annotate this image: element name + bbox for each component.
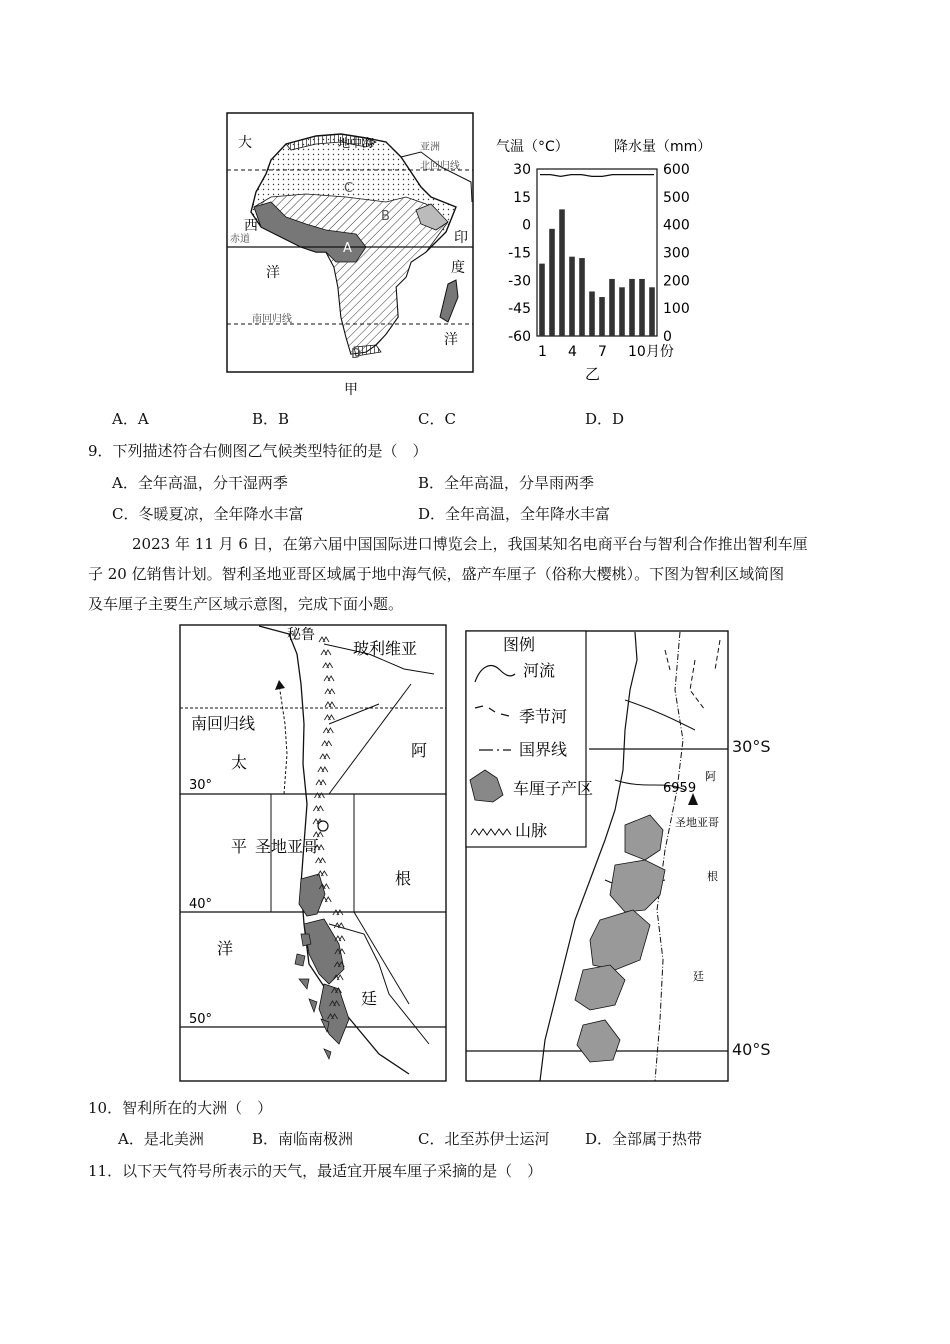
chile-map-left	[179, 624, 447, 1082]
precip-bar	[649, 287, 655, 336]
fig-jia-caption: 甲	[344, 382, 358, 398]
label-tropic-n: 北回归线	[420, 161, 460, 172]
q11-stem: 11．以下天气符号所表示的天气，最适宜开展车厘子采摘的是（ ）	[88, 1162, 543, 1180]
label-region-b: B	[381, 209, 390, 224]
q9-option-d[interactable]: D．全年高温，全年降水丰富	[418, 505, 611, 523]
legend-border: 国界线	[519, 740, 568, 759]
label-tai: 太	[231, 753, 248, 772]
right-tick-label: 600	[663, 162, 690, 178]
left-tick-label: 0	[522, 217, 531, 234]
fig-yi-caption: 乙	[585, 365, 601, 383]
chile-map-right	[465, 630, 729, 1083]
label-dizhonghai: 地中海	[338, 136, 375, 150]
q9-option-c[interactable]: C．冬暖夏凉，全年降水丰富	[112, 505, 304, 523]
label-region-d: D	[351, 347, 362, 362]
label-region-a: A	[343, 241, 352, 256]
precip-bar	[549, 229, 555, 336]
left-tick-label: -45	[508, 301, 531, 318]
x-tick-label: 4	[568, 344, 577, 360]
left-tick-label: -15	[508, 245, 531, 262]
x-axis-ticks	[538, 344, 674, 360]
q9-stem: 9．下列描述符合右侧图乙气候类型特征的是（ ）	[88, 442, 428, 460]
label-tropic-s: 南回归线	[191, 714, 256, 733]
africa-map	[226, 112, 476, 402]
label-ting-r: 廷	[693, 970, 704, 983]
precip-axis-label: 降水量（mm）	[614, 139, 712, 155]
right-tick-label: 0	[663, 329, 672, 345]
label-gen-r: 根	[707, 870, 718, 883]
right-axis-ticks	[663, 162, 690, 345]
q8-option-d[interactable]: D．D	[585, 410, 625, 428]
label-ting: 廷	[361, 989, 378, 1008]
temp-axis-label: 气温（°C）	[496, 139, 569, 155]
precip-bar	[609, 279, 615, 336]
left-tick-label: 15	[513, 189, 531, 206]
label-yang-w: 洋	[266, 265, 280, 281]
left-tick-label: -30	[508, 273, 531, 290]
left-tick-label: 30	[513, 162, 531, 178]
label-lat40: 40°	[189, 897, 213, 912]
right-tick-label: 100	[663, 301, 690, 318]
label-yin: 印	[454, 230, 468, 246]
label-lat50: 50°	[189, 1012, 213, 1027]
precip-bar	[539, 264, 545, 336]
label-santiago: 圣地亚哥	[255, 837, 320, 856]
passage-line-3: 及车厘子主要生产区域示意图，完成下面小题。	[88, 595, 404, 613]
legend-cherry: 车厘子产区	[513, 779, 594, 798]
legend-mountain: 山脉	[515, 821, 548, 840]
precip-bar	[619, 287, 625, 336]
label-bolivia: 玻利维亚	[353, 639, 418, 658]
label-santiago-r: 圣地亚哥	[675, 816, 719, 829]
label-da: 大	[238, 135, 252, 151]
label-du: 度	[451, 260, 465, 276]
q8-option-c[interactable]: C．C	[418, 410, 456, 428]
label-peru: 秘鲁	[287, 627, 315, 643]
label-tropic-s: 南回归线	[252, 314, 292, 325]
q10-option-b[interactable]: B．南临南极洲	[252, 1130, 354, 1148]
plot-frame	[537, 169, 657, 336]
x-tick-label: 1	[538, 344, 547, 360]
legend-river: 河流	[523, 661, 556, 680]
precip-bar	[629, 279, 635, 336]
label-yang: 洋	[217, 939, 234, 958]
passage-line-1: 2023 年 11 月 6 日，在第六届中国国际进口博览会上，我国某知名电商平台与智利合作推出智利车厘	[132, 535, 808, 553]
q8-option-b[interactable]: B．B	[252, 410, 290, 428]
label-region-c: C	[344, 181, 354, 196]
x-tick-label: 7	[598, 344, 607, 360]
label-a: 阿	[411, 741, 428, 760]
q10-option-d[interactable]: D．全部属于热带	[585, 1130, 703, 1148]
label-a-r: 阿	[705, 770, 716, 783]
q10-stem: 10．智利所在的大洲（ ）	[88, 1099, 273, 1117]
legend-seasonal-river: 季节河	[519, 707, 568, 726]
precip-bar	[569, 257, 575, 336]
label-xi: 西	[244, 218, 258, 234]
precip-bar	[599, 297, 605, 336]
right-tick-label: 400	[663, 217, 690, 234]
right-tick-label: 200	[663, 273, 690, 290]
left-tick-label: -60	[508, 329, 531, 345]
precip-bar	[639, 279, 645, 336]
precip-bar	[589, 291, 595, 336]
left-axis-ticks	[508, 162, 531, 345]
q9-option-b[interactable]: B．全年高温，分旱雨两季	[418, 474, 595, 492]
label-40s: 40°S	[732, 1040, 771, 1059]
q10-option-c[interactable]: C．北至苏伊士运河	[418, 1130, 550, 1148]
legend-title: 图例	[503, 635, 536, 654]
label-equator: 赤道	[230, 234, 250, 245]
label-asia: 亚洲	[420, 142, 440, 153]
label-30s-outer: 30°S	[732, 737, 771, 756]
right-tick-label: 300	[663, 245, 690, 262]
precip-bar	[579, 258, 585, 336]
label-lat30: 30°	[189, 778, 213, 793]
label-ping: 平	[231, 837, 248, 856]
q10-option-a[interactable]: A．是北美洲	[118, 1130, 204, 1148]
climate-chart	[492, 132, 722, 387]
q9-option-a[interactable]: A．全年高温，分干湿两季	[112, 474, 288, 492]
label-peak: 6959	[663, 781, 697, 796]
precip-bar	[559, 209, 565, 336]
q8-option-a[interactable]: A．A	[112, 410, 149, 428]
x-tick-label: 10月份	[628, 344, 674, 360]
label-yang-e: 洋	[444, 332, 458, 348]
right-tick-label: 500	[663, 189, 690, 206]
label-gen: 根	[395, 869, 412, 888]
passage-line-2: 子 20 亿销售计划。智利圣地亚哥区域属于地中海气候，盛产车厘子（俗称大樱桃）。下图为智利区域简图	[88, 565, 785, 583]
